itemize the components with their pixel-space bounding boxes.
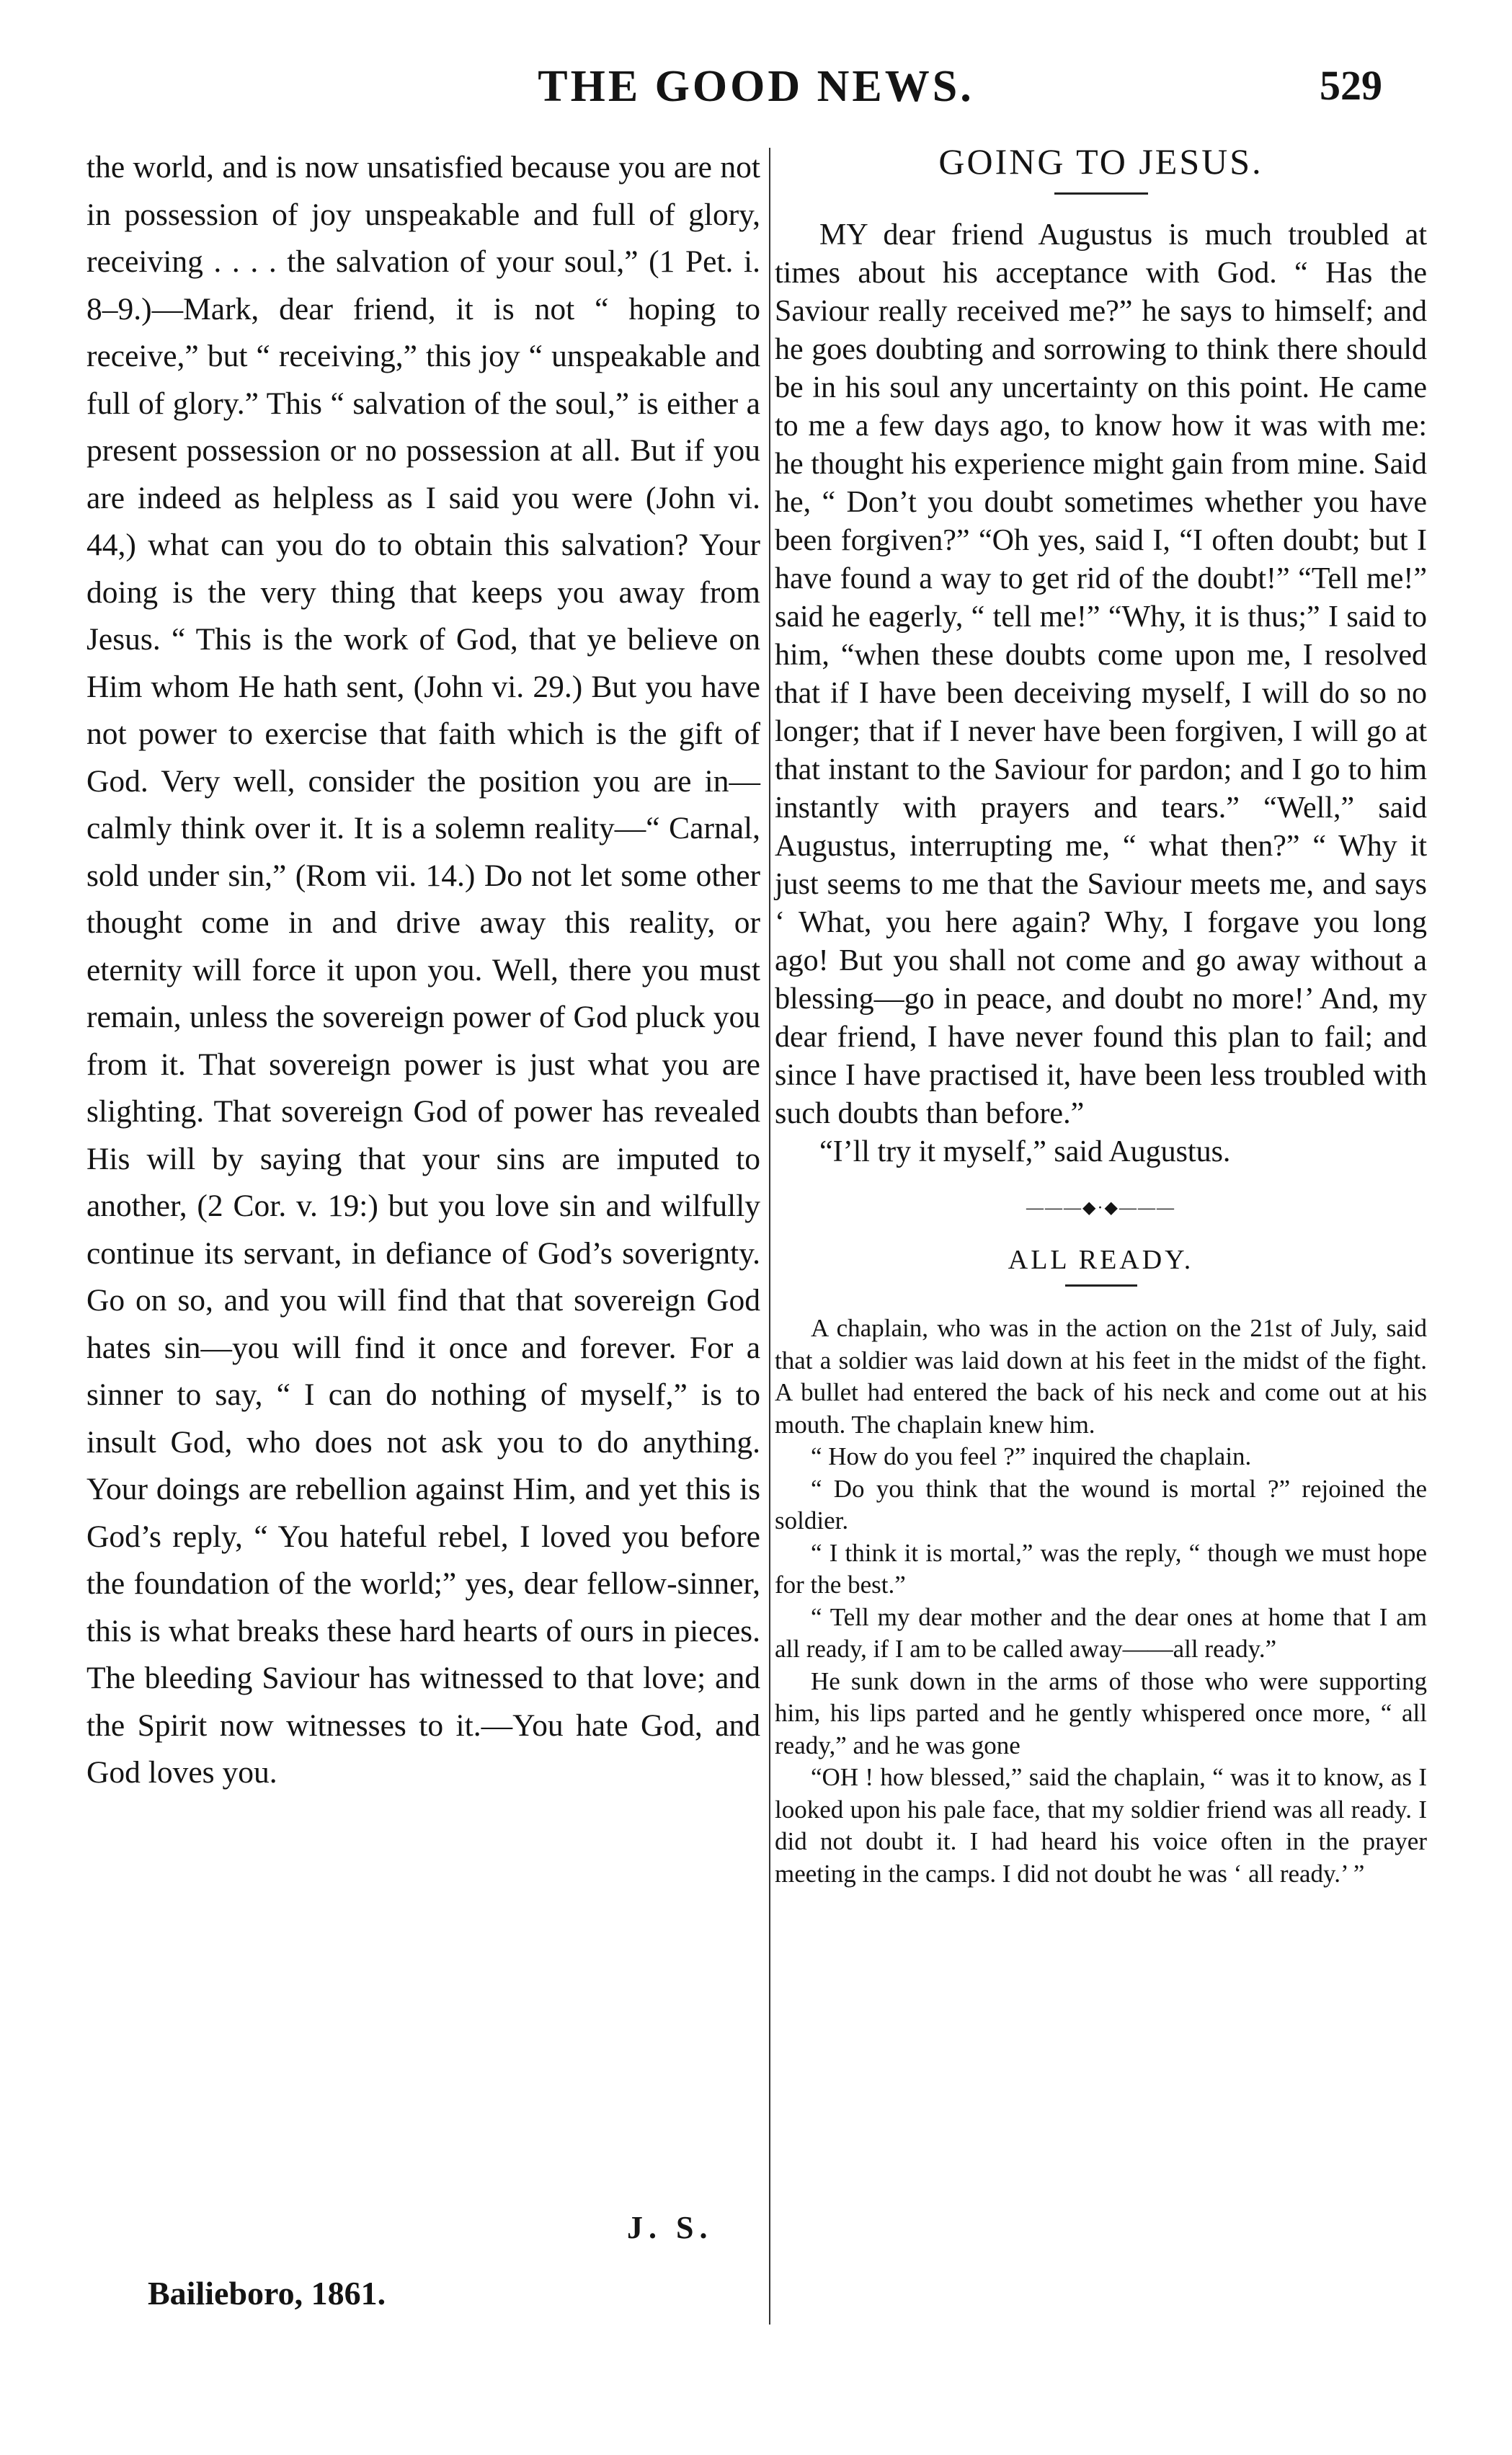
left-column — [86, 144, 760, 1797]
paragraph: “I’ll try it myself,” said Augustus. — [819, 1135, 1231, 1168]
signature: J. S. — [627, 2210, 713, 2245]
dateline: Bailieboro, 1861. — [148, 2275, 386, 2312]
section-title-going-to-jesus: GOING TO JESUS. — [938, 141, 1263, 182]
paragraph: “ How do you feel ?” inquired the chaplain. — [811, 1442, 1252, 1470]
paragraph: “OH ! how blessed,” said the chaplain, “ was it to know, as I looked upon his pale face, that my soldier friend was all ready. I did not doubt it. I had heard his voice often in the prayer meeting in the camps. I did not doubt he was ‘ all ready.’ ” — [775, 1763, 1427, 1888]
paragraph: MY dear friend Augustus is much troubled at times about his acceptance with God. “ Has the Saviour really received me?” he says to himself; and he goes doubting and sorrowing to think there should be in his soul any uncertainty on this point. He came to me a few days ago, to know how it was with me: he thought his experience might gain from mine. Said he, “ Don’t you doubt sometimes whether you have been forgiven?” “Oh yes, said I, “I often doubt; but I have found a way to get rid of the doubt!” “Tell me!” said he eagerly, “ tell me!” “Why, it is thus;” I said to him, “when these doubts come upon me, I resolved that if I have been deceiving myself, I will do so no longer; that if I never have been forgiven, I will go at that instant to the Saviour for pardon; and I go to him instantly with prayers and tears.” “Well,” said Augustus, interrupting me, “ what then?” “ Why it just seems to me that the Saviour meets me, and says ‘ What, you here again? Why, I forgave you long ago! But you shall not come and go away without a blessing—go in peace, and doubt no more!’ And, my dear friend, I have never found this plan to fail; and since I have practised it, have been less troubled with such doubts than before.” — [775, 218, 1427, 1130]
paragraph: He sunk down in the arms of those who were supporting him, his lips parted and he gently whispered once more, “ all ready,” and he was gone — [775, 1666, 1427, 1759]
left-column-text: the world, and is now unsatisfied because you are not in possession of joy unspeakable and full of glory, receiving . . . . the salvation of your soul,” (1 Pet. i. 8–9.)—Mark, dear friend, it is not “ hoping to receive,” but “ receiving,” this joy “ unspeakable and full of glory.” This “ salvation of the soul,” is either a present possession or no possession at all. But if you are indeed as helpless as I said you were (John vi. 44,) what can you do to obtain this salvation? Your doing is the very thing that keeps you away from Jesus. “ This is the work of God, that ye believe on Him whom He hath sent, (John vi. 29.) But you have not power to exercise that faith which is the gift of God. Very well, consider the position you are in—calmly think over it. It is a solemn reality—“ Carnal, sold under sin,” (Rom vii. 14.) Do not let some other thought come in and drive away this reality, or eternity will force it upon you. Well, there you must remain, unless the sovereign power of God pluck you from it. That sovereign power is just what you are slighting. That sovereign God of power has revealed His will by saying that your sins are imputed to another, (2 Cor. v. 19:) but you love sin and wilfully continue its servant, in defiance of God’s soverignty. Go on so, and you will find that that sovereign God hates sin—you will find it once and forever. For a sinner to say, “ I can do nothing of myself,” is to insult God, who does not ask you to do anything. Your doings are rebellion against Him, and yet this is God’s reply, “ You hateful rebel, I loved you before the foundation of the world;” yes, dear fellow-sinner, this is what breaks these hard hearts of ours in pieces. The bleeding Saviour has witnessed to that love; and the Spirit now witnesses to it.—You hate God, and God loves you. — [86, 150, 760, 1790]
section-ornament: ———◆·◆——— — [1026, 1199, 1175, 1217]
paragraph: “ Do you think that the wound is mortal ?” rejoined the soldier. — [775, 1474, 1427, 1535]
title-rule — [1054, 192, 1148, 195]
column-divider — [769, 148, 770, 2325]
paragraph: “ Tell my dear mother and the dear ones at home that I am all ready, if I am to be called away——all ready.” — [775, 1602, 1427, 1663]
title-rule — [1065, 1284, 1137, 1287]
page-header-title: THE GOOD NEWS. — [538, 62, 974, 111]
page-number: 529 — [1320, 62, 1382, 109]
section-going-to-jesus — [775, 141, 1427, 1171]
paragraph: “ I think it is mortal,” was the reply, “ though we must hope for the best.” — [775, 1538, 1427, 1599]
right-column — [775, 141, 1427, 1890]
section-all-ready — [775, 1244, 1427, 1890]
section-title-all-ready: ALL READY. — [1008, 1245, 1194, 1275]
paragraph: A chaplain, who was in the action on the 21st of July, said that a soldier was laid down at his feet in the midst of the fight. A bullet had entered the back of his neck and come out at his mouth. The chaplain knew him. — [775, 1314, 1427, 1439]
